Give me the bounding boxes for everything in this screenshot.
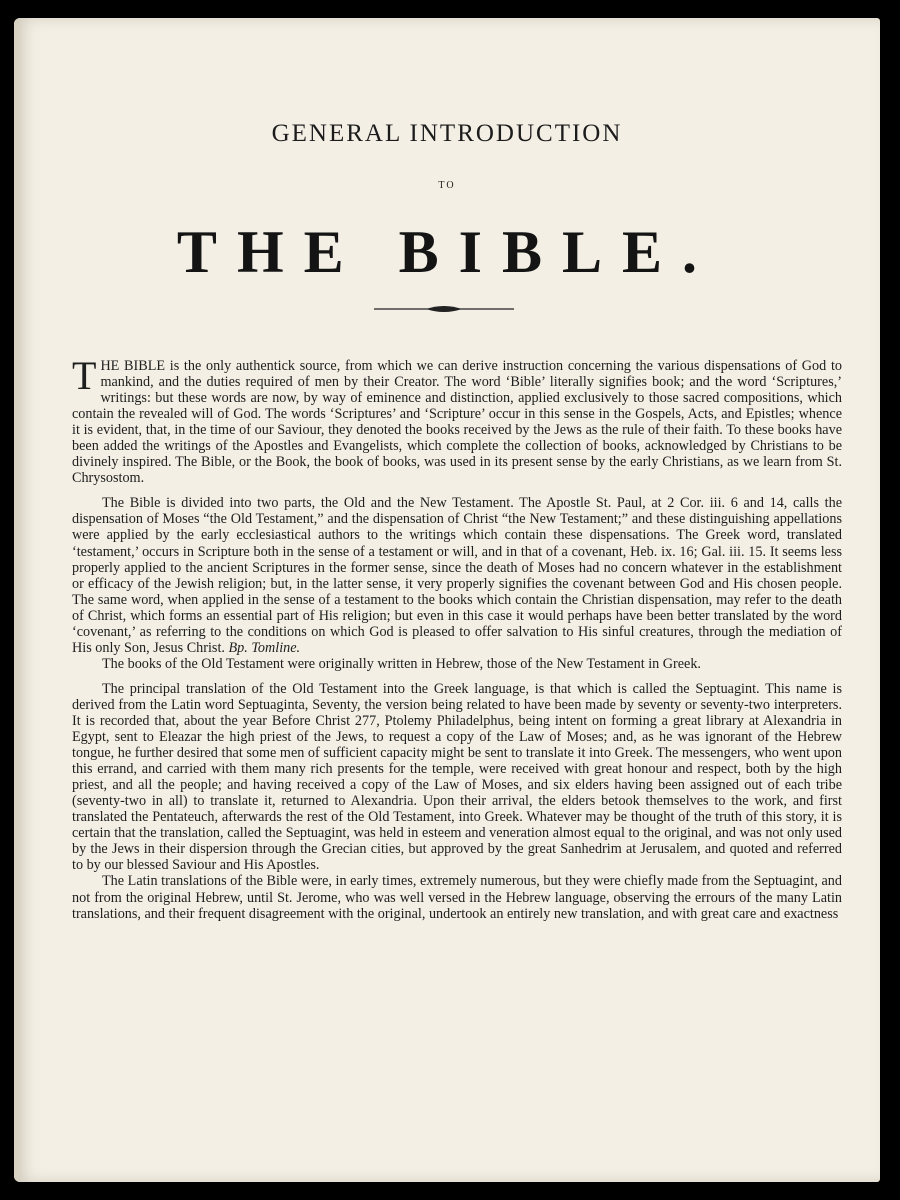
ornamental-rule-icon [374, 303, 514, 315]
body-text [72, 353, 842, 922]
paragraph-5 [72, 873, 842, 921]
paragraph-3-text: The books of the Old Testament were originally written in Hebrew, those of the New Testament in Greek. [102, 655, 701, 672]
title-the-bible: THE BIBLE. [176, 219, 718, 285]
book-page [14, 18, 880, 1182]
paragraph-1-text: is the only authentick source, from which we can derive instruction concerning the various dispensations of God to mankind, and the duties required of men by their Creator. The word ‘Bible’ literally signifies book; and the word ‘Scriptures,’ writings: but these words are now, by way of eminence and distinction, applied exclusively to those sacred compositions, which contain the revealed will of God. The words ‘Scriptures’ and ‘Scripture’ occur in this sense in the Gospels, Acts, and Epistles; whence it is evident, that, in the time of our Saviour, they denoted the books received by the Jews as the rule of their faith. To these books have been added the writings of the Apostles and Evangelists, which complete the collection of books, acknowledged by Christians to be divinely inspired. The Bible, or the Book, the book of books, was used in its present sense by the early Christians, as we learn from St. Chrysostom. [72, 358, 842, 487]
paragraph-4-text: The principal translation of the Old Testament into the Greek language, is that which is called the Septuagint. This name is derived from the Latin word Septuaginta, Seventy, the version being related to have been made by seventy or seventy-two interpreters. It is recorded that, about the year Before Christ 277, Ptolemy Philadelphus, being intent on forming a great library at Alexandria in Egypt, sent to Eleazar the high priest of the Jews, to request a copy of the Law of Moses; and, as he was ignorant of the Hebrew tongue, he further desired that some men of sufficient capacity might be sent to translate it into Greek. The messengers, who went upon this errand, and carried with them many rich presents for the temple, were received with great honour and respect, both by the high priest, and all the people; and having received a copy of the Law of Moses, and six elders having been assigned out of each tribe (seventy-two in all) to translate it, returned to Alexandria. Upon their arrival, the elders betook themselves to the work, and first translated the Pentateuch, afterwards the rest of the Old Testament, into Greek. Whatever may be thought of the truth of this story, it is certain that the translation, called the Septuagint, was held in esteem and veneration almost equal to the original, and was not only used by the Jews in their dispersion through the Grecian cities, but approved by the great Sanhedrim at Jerusalem, and quoted and referred to by our blessed Saviour and His Apostles. [72, 680, 842, 874]
paragraph-opening: HE BIBLE [100, 358, 166, 374]
drop-cap: T [72, 353, 97, 398]
citation: Bp. Tomline. [228, 639, 301, 656]
title-general-introduction: GENERAL INTRODUCTION [271, 120, 623, 147]
paragraph-1 [72, 353, 842, 487]
paragraph-2 [72, 495, 842, 655]
paragraph-4 [72, 681, 842, 874]
title-to: TO [438, 180, 456, 191]
paragraph-2-text: The Bible is divided into two parts, the Old and the New Testament. The Apostle St. Paul, at 2 Cor. iii. 6 and 14, calls the dispensation of Moses “the Old Testament,” and the dispensation of Christ “the New Testament;” and these distinguishing appellations were applied by the early ecclesiastical authors to the writings which contain these dispensations. The Greek word, translated ‘testament,’ occurs in Scripture both in the sense of a testament or will, and in that of a covenant, Heb. ix. 16; Gal. iii. 15. It seems less properly applied to the ancient Scriptures in the former sense, since the death of Moses had no concern whatever in the establishment or efficacy of the Jewish religion; but, in the latter sense, it very properly signifies the covenant between God and His chosen people. The same word, when applied in the sense of a testament to the books which contain the Christian dispensation, may refer to the death of Christ, which forms an essential part of His religion; but even in this case it would perhaps have been better translated by the word ‘covenant,’ as referring to the conditions on which God is pleased to offer salvation to His sinful creatures, through the mediation of His only Son, Jesus Christ. [72, 495, 842, 656]
paragraph-3 [72, 656, 842, 672]
paragraph-5-text: The Latin translations of the Bible were, in early times, extremely numerous, but they were chiefly made from the Septuagint, and not from the original Hebrew, until St. Jerome, who was well versed in the Hebrew language, observing the errours of the many Latin translations, and their frequent disagreement with the original, undertook an entirely new translation, and with great care and exactness [72, 873, 842, 922]
